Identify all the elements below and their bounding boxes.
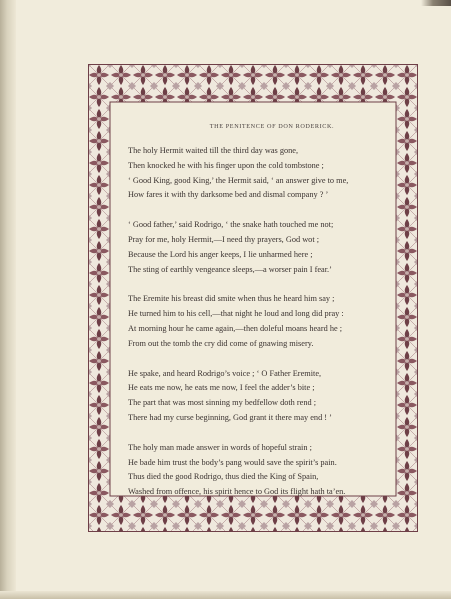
poem-line: At morning hour he came again,—then doleful moans heard he ; [128,323,343,333]
page-bottom-edge [0,591,451,599]
poem-line: Washed from offence, his spirit hence to God its flight hath ta’en. [128,487,346,497]
poem-line: There had my curse beginning, God grant it there may end ! ’ [128,412,332,422]
poem-line: How fares it with thy darksome bed and dismal company ? ’ [128,190,329,200]
page-title: THE PENITENCE OF DON RODERICK. [209,123,335,130]
poem-line: The holy Hermit waited till the third day was gone, [128,146,299,155]
poem-line: The part that was most sinning my bedfellow doth rend ; [128,398,317,408]
stanza-3 [128,292,390,351]
poem-line: Then knocked he with his finger upon the cold tombstone ; [128,160,324,170]
poem-line: The sting of earthly vengeance sleeps,—a worser pain I fear.’ [128,264,332,274]
stanza-2 [128,218,390,277]
poem-line: He spake, and heard Rodrigo’s voice ; ‘ O Father Eremite, [128,368,322,378]
poem-line: Because the Lord his anger keeps, I lie unharmed here ; [128,249,313,259]
stanza-1 [128,144,390,203]
poem-line: The Eremite his breast did smite when thus he heard him say ; [128,294,335,304]
stanza-5 [128,441,390,500]
poem-line: ‘ Good father,’ said Rodrigo, ‘ the snake hath touched me not; [128,220,334,230]
poem-line: ‘ Good King, good King,’ the Hermit said, ‘ an answer give to me, [128,175,349,185]
poem-line: Thus died the good Rodrigo, thus died the King of Spain, [128,472,319,482]
corner-smudge [421,0,451,6]
poem-line: He bade him trust the body’s pang would save the spirit’s pain. [128,457,337,467]
page-binding-shadow [0,0,16,599]
poem-line: From out the tomb the cry did come of gnawing misery. [128,338,314,348]
poem-line: He turned him to his cell,—that night he loud and long did pray : [128,309,344,319]
poem-line: The holy man made answer in words of hopeful strain ; [128,442,312,452]
stanza-4 [128,367,390,426]
poem-line: Pray for me, holy Hermit,—I need thy prayers, God wot ; [128,234,320,244]
poem-line: He eats me now, he eats me now, I feel the adder’s bite ; [128,383,315,393]
poem-text-block [128,123,390,515]
